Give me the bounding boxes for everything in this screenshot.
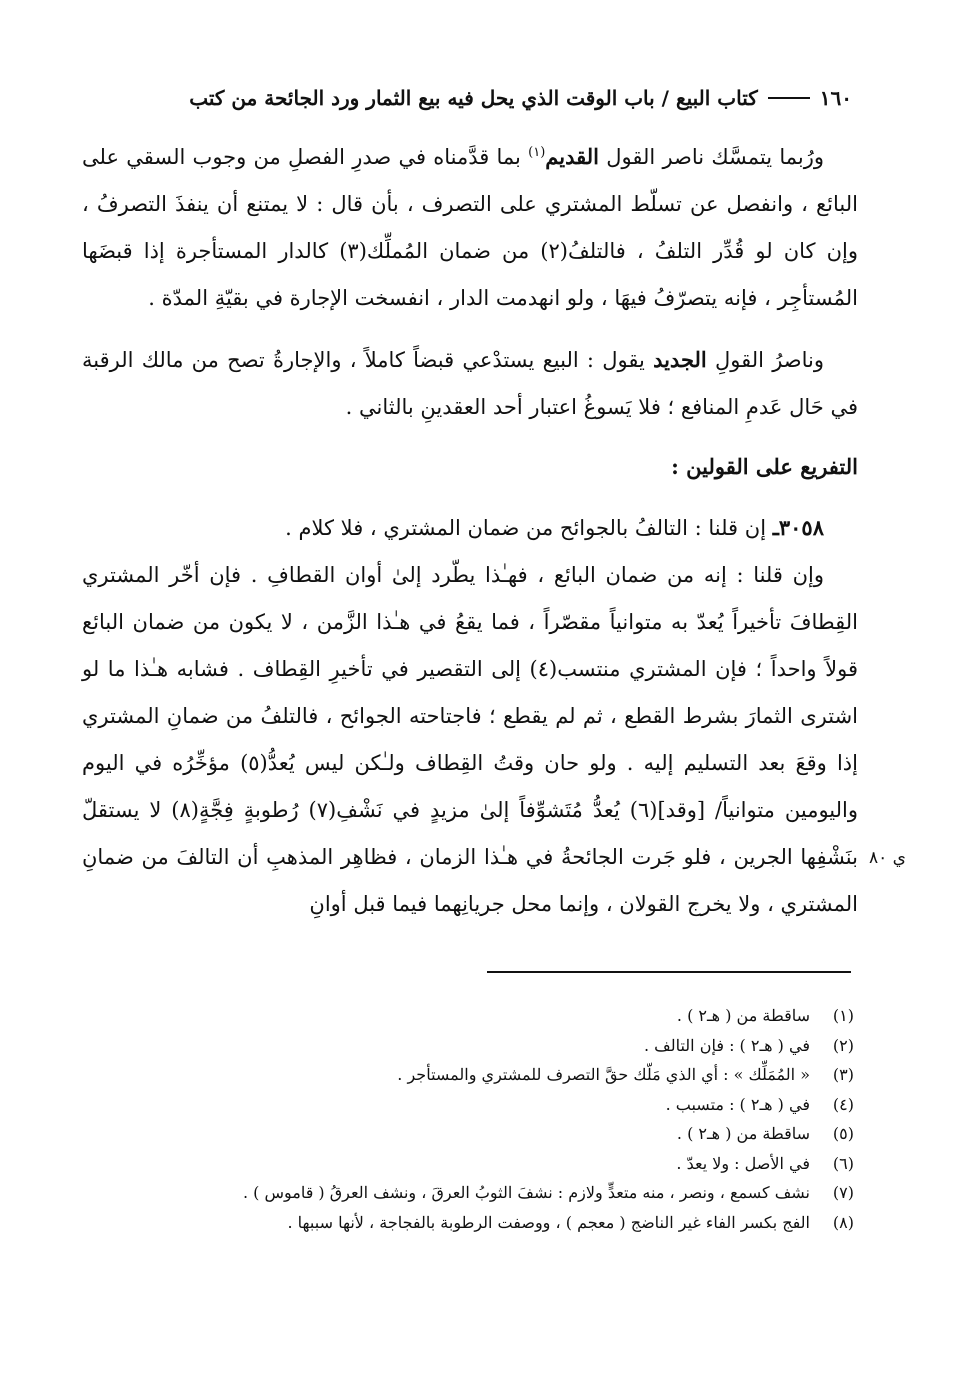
term-jadid: الجديد: [653, 347, 707, 372]
paragraph-3: وإن قلنا : إنه من ضمان البائع ، فهـٰذا يطّرد إلىٰ أوان القطافِ . فإن أخّر المشتري القِطافَ تأخيراً يُعدّ به متوانياً مقصّراً ، فما يقعُ في هـٰذا الزَّمن ، لا يكون من ضمان البائع قولاً واحداً ؛ فإن المشتري منتسب(٤) إلى التقصير في تأخيرِ القِطاف . فشابه هـٰذا ما لو اشترى الثمارَ بشرط القطع ، ثم لم يقطع ؛ فاجتاحته الجوائح ، فالتلفُ من ضمانِ المشتري إذا وقعَ بعد التسليم إليه . ولو حان وقتُ القِطاف ولـٰكن ليس يُعدُّ(٥) مؤخِّرُه في اليوم واليومين متوانياً/ [وقد](٦) يُعدُّ مُتَشوِّفاً إلىٰ مزيدٍ في نَشْفِ(٧) رُطوبةٍ فِجَّةٍ(٨) لا يستقلّ بنَشْفِها الجرين ، فلو جَرت الجائحةُ في هـٰذا الزمان ، فظاهِر المذهبِ أن التالفَ من ضمانِ المشتري ، ولا يخرج القولان ، وإنما محل جريانِهما فيما قبل أوانِ: [82, 563, 859, 916]
footnote: [100, 1001, 854, 1031]
footnote-number: (٧): [832, 1183, 854, 1202]
footnote-text: في ( هـ٢ ) : فإن التالف .: [643, 1035, 810, 1055]
footnotes-list: [100, 1001, 854, 1237]
paragraph-2-body: يقول : البيع يستدْعي قبضاً كاملاً ، والإجارةُ تصح من مالك الرقبة في حَال عَدمِ المنافع ؛ فلا يَسوغُ اعتبار أحد العقدينِ بالثاني .: [82, 348, 858, 419]
footnote: [100, 1149, 854, 1179]
footnote-text: ساقطة من ( هـ٢ ) .: [676, 1124, 810, 1143]
footnote: [100, 1208, 854, 1238]
footnote-ref-1: (١): [528, 145, 546, 160]
footnote: [100, 1090, 854, 1120]
footnote-text: نشف كسمع ، ونصر ، منه متعدٍّ ولازم : نشفَ الثوبُ العرقَ ، ونشف العرقُ ( قاموس ) .: [242, 1183, 810, 1202]
footnote-number: (٤): [832, 1094, 854, 1114]
running-title: كتاب البيع / باب الوقت الذي يحل فيه بيع الثمار ورد الجائحة من كتب: [189, 86, 758, 110]
running-header: [86, 86, 852, 110]
header-rule: [768, 97, 810, 99]
footnote-text: في الأصل : ولا يعدّ .: [676, 1153, 810, 1173]
paragraph-1-body: بما قدَّمناه في صدرِ الفصلِ من وجوب السقي على البائع ، وانفصل عن تسلّط المشتري على التصرف ، بأن قال : لا يمتنع أن ينفذَ التصرفُ ، وإن كان لو قُدِّر التلفُ ، فالتلفُ(٢) من ضمان المُملِّك(٣) كالدار المستأجرة إذا قبضَها المُستأجِر ، فإنه يتصرّفُ فيهَا ، ولو انهدمت الدار ، انفسخت الإجارة في بقيّةِ المدّة .: [82, 145, 859, 310]
footnote-number: (١): [832, 1006, 854, 1025]
footnote-text: ساقطة من ( هـ٢ ) .: [676, 1006, 810, 1025]
page-number: ١٦٠: [819, 86, 852, 110]
paragraph-1: [82, 133, 858, 322]
paragraph-2: [82, 336, 858, 431]
footnote: [100, 1178, 854, 1208]
footnote-text: في ( هـ٢ ) : متسبب .: [665, 1094, 810, 1114]
main-text: [82, 133, 858, 928]
footnote-text: الفج بكسر الفاء غير الناضج ( معجم ) ، ووصفت الرطوبة بالفجاجة ، لأنها سببها .: [287, 1212, 810, 1232]
issue-text: إن قلنا : التالفُ بالجوائح من ضمان المشتري ، فلا كلام .: [285, 516, 767, 540]
footnote: [100, 1060, 854, 1090]
issue-paragraph: [82, 504, 858, 552]
marginal-page-reference: ي ٨٠: [869, 848, 906, 868]
footnote-text: « المُمَلِّك » : أي الذي مَلّك حقَّ التصرف للمشتري والمستأجر .: [397, 1065, 810, 1084]
footnote-number: (٨): [832, 1212, 854, 1232]
footnote-separator: [487, 971, 851, 973]
footnote-number: (٣): [832, 1065, 854, 1084]
footnote: [100, 1119, 854, 1149]
term-qadim: القديم: [545, 144, 599, 169]
issue-number: ٣٠٥٨ـ: [772, 515, 824, 540]
paragraph-1-lead: ورُبما يتمسَّك ناصر القول: [599, 145, 825, 169]
footnote: [100, 1031, 854, 1061]
footnote-number: (٥): [832, 1124, 854, 1143]
footnote-number: (٢): [832, 1035, 854, 1055]
footnote-number: (٦): [832, 1153, 854, 1173]
section-heading: التفريع على القولين :: [671, 454, 858, 479]
paragraph-2-lead: وناصرُ القولِ: [706, 348, 824, 372]
